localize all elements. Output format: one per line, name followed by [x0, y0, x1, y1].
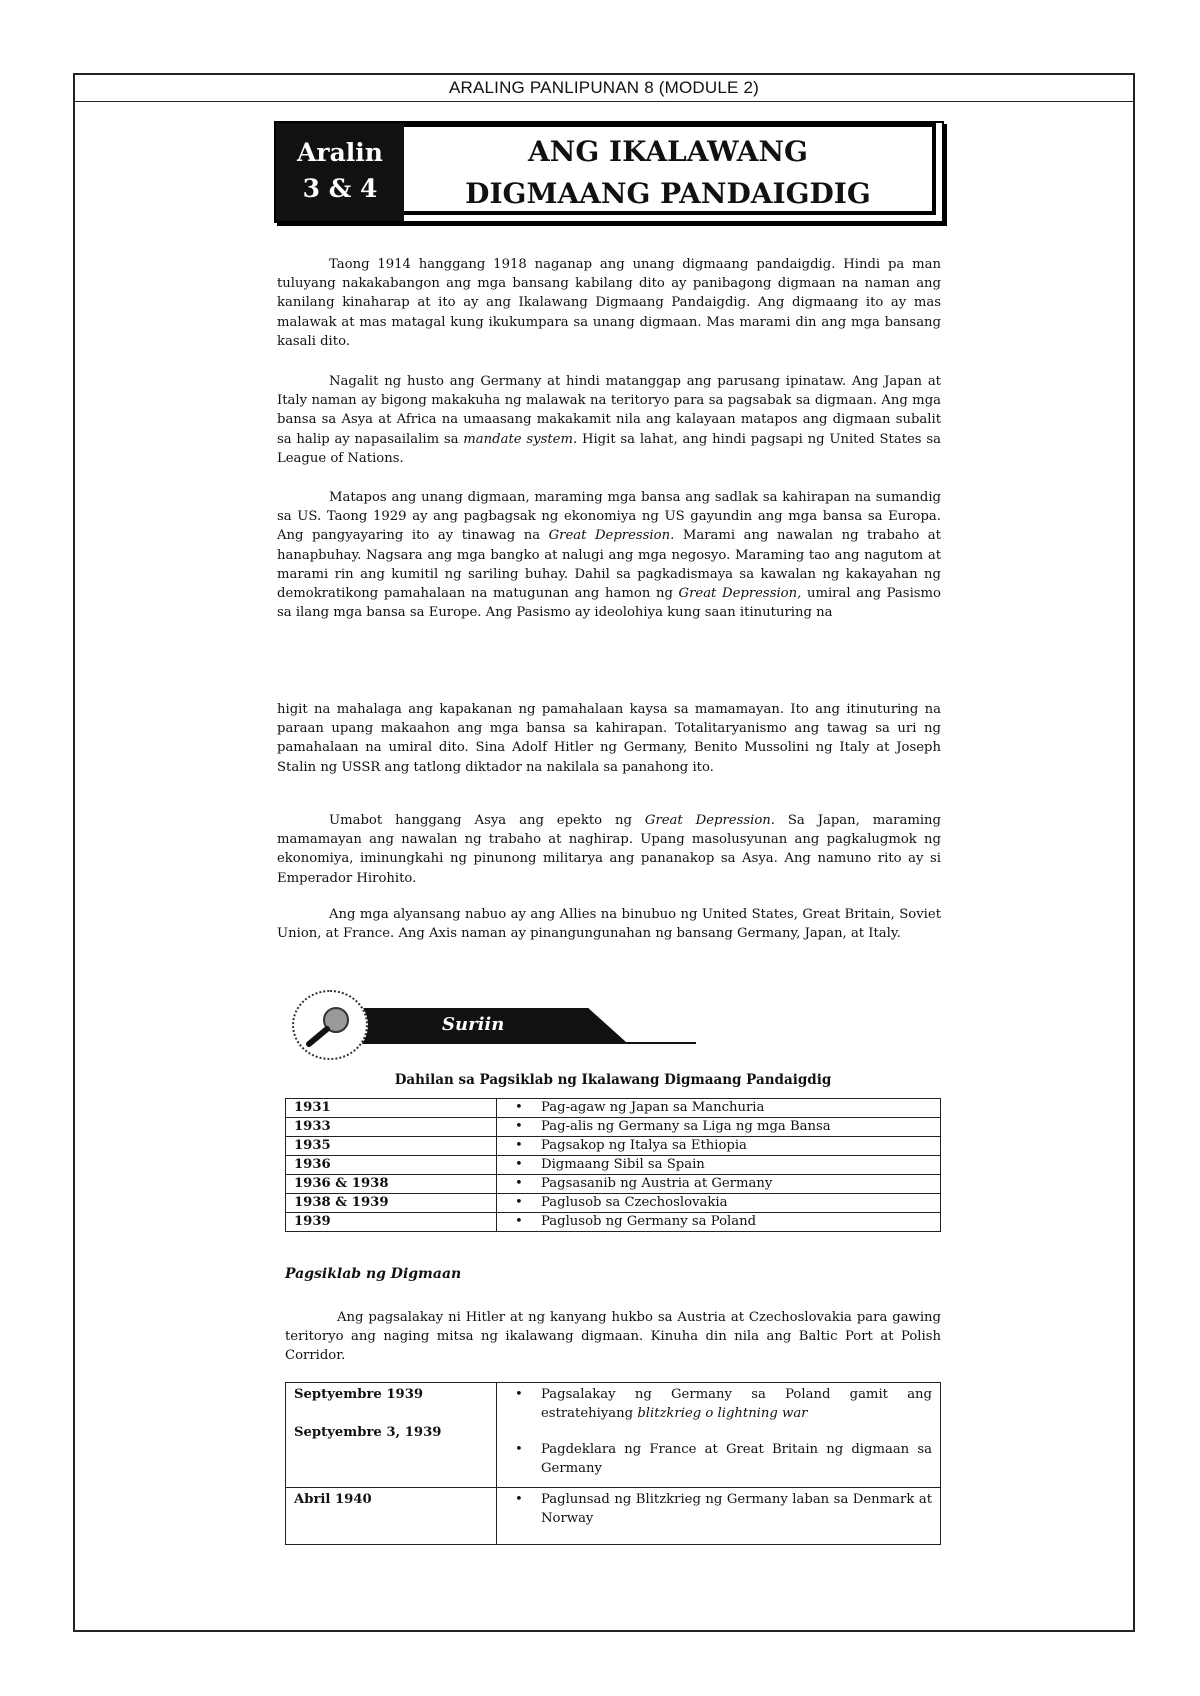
- bullet: •: [515, 1138, 523, 1153]
- lesson-title-box: [274, 121, 944, 223]
- table-row: [286, 1099, 941, 1118]
- suriin-label: Suriin: [442, 1014, 505, 1035]
- causes-table: [285, 1098, 941, 1232]
- year-cell: 1938 & 1939: [286, 1194, 497, 1213]
- outbreak-heading: Pagsiklab ng Digmaan: [285, 1266, 462, 1282]
- lesson-title-line2: DIGMAANG PANDAIGDIG: [465, 177, 871, 210]
- aralin-badge: [276, 123, 404, 221]
- table-row: [286, 1488, 941, 1545]
- date-cell: Septyembre 1939 Septyembre 3, 1939: [286, 1383, 497, 1488]
- year-cell: 1939: [286, 1213, 497, 1232]
- year-cell: 1931: [286, 1099, 497, 1118]
- lesson-title-line1: ANG IKALAWANG: [528, 135, 808, 168]
- event-cell: • Digmaang Sibil sa Spain: [497, 1156, 941, 1175]
- paragraph-outbreak: Ang pagsalakay ni Hitler at ng kanyang hukbo sa Austria at Czechoslovakia para gawing teritoryo ang naging mitsa ng ikalawang digmaan. Kinuha din nila ang Baltic Port at Polish Corridor.: [285, 1310, 941, 1364]
- paragraph-germany: Nagalit ng husto ang Germany at hindi matanggap ang parusang ipinataw. Ang Japan at Italy naman ay bigong makakuha ng malawak na teritoryo para sa pagsabak sa digmaan. Ang mga bansa sa Asya at Africa na umaasang makakamit nila ang kalayaan matapos ang digmaan subalit sa halip ay napasailalim sa mandate system. Higit sa lahat, ang hindi pagsapi ng United States sa League of Nations.: [277, 374, 941, 466]
- event-cell: • Paglusob sa Czechoslovakia: [497, 1194, 941, 1213]
- bullet: •: [515, 1100, 523, 1115]
- suriin-underline: [356, 1042, 696, 1044]
- bullet: •: [515, 1195, 523, 1210]
- paragraph-alliances: Ang mga alyansang nabuo ay ang Allies na binubuo ng United States, Great Britain, Soviet Union, at France. Ang Axis naman ay pinangungunahan ng bansang Germany, Japan, at Italy.: [277, 907, 941, 942]
- event-cell: • Pagsasanib ng Austria at Germany: [497, 1175, 941, 1194]
- event-cell: • Pag-alis ng Germany sa Liga ng mga Bansa: [497, 1118, 941, 1137]
- bullet: •: [515, 1157, 523, 1172]
- table-row: [286, 1194, 941, 1213]
- module-header: ARALING PANLIPUNAN 8 (MODULE 2): [75, 75, 1133, 102]
- aralin-label: Aralin: [297, 138, 383, 167]
- paragraph-totalitarianism: higit na mahalaga ang kapakanan ng pamahalaan kaysa sa mamamayan. Ito ang itinuturing na paraan upang makaahon ang mga bansa sa kahirapan. Totalitaryanismo ang tawag sa uri ng pamahalaan na umiral dito. Sina Adolf Hitler ng Germany, Benito Mussolini ng Italy at Joseph Stalin ng USSR ang tatlong diktador na nakilala sa panahong ito.: [277, 702, 941, 775]
- outbreak-table: [285, 1382, 941, 1545]
- table-row: [286, 1137, 941, 1156]
- bullet: •: [515, 1442, 523, 1457]
- table-row: [286, 1118, 941, 1137]
- event-cell: • Pag-agaw ng Japan sa Manchuria: [497, 1099, 941, 1118]
- magnifier-badge: [292, 990, 368, 1060]
- table-row: [286, 1156, 941, 1175]
- table-row: [286, 1383, 941, 1488]
- suriin-banner: [292, 990, 712, 1060]
- year-cell: 1935: [286, 1137, 497, 1156]
- magnifying-glass-icon: [294, 992, 366, 1058]
- date-cell: Abril 1940: [286, 1488, 497, 1545]
- event-cell: • Paglusob ng Germany sa Poland: [497, 1213, 941, 1232]
- event-cell: • Pagsalakay ng Germany sa Poland gamit ang estratehiyang blitzkrieg o lightning war • Pagdeklara ng France at Great Britain ng digmaan sa Germany: [497, 1383, 941, 1488]
- bullet: •: [515, 1214, 523, 1229]
- causes-table-caption: Dahilan sa Pagsiklab ng Ikalawang Digmaang Pandaigdig: [394, 1072, 832, 1088]
- paragraph-depression: Matapos ang unang digmaan, maraming mga bansa ang sadlak sa kahirapan na sumandig sa US. Taong 1929 ay ang pagbagsak ng ekonomiya ng US gayundin ang mga bansa sa Europa. Ang pangyayaring ito ay tinawag na Great Depression. Marami ang nawalan ng trabaho at hanapbuhay. Nagsara ang mga bangko at nalugi ang mga negosyo. Maraming tao ang nagutom at marami rin ang kumitil ng sariling buhay. Dahil sa pagkadismaya sa kawalan ng kakayahan ng demokratikong pamahalaan na matugunan ang hamon ng Great Depression, umiral ang Pasismo sa ilang mga bansa sa Europe. Ang Pasismo ay ideolohiya kung saan itinuturing na: [277, 490, 941, 621]
- year-cell: 1936 & 1938: [286, 1175, 497, 1194]
- aralin-number: 3 & 4: [302, 174, 378, 203]
- table-row: [286, 1213, 941, 1232]
- bullet: •: [515, 1119, 523, 1134]
- paragraph-asia: Umabot hanggang Asya ang epekto ng Great Depression. Sa Japan, maraming mamamayan ang nawalan ng trabaho at naghirap. Upang masolusyunan ang pagkalugmok ng ekonomiya, iminungkahi ng pinunong militarya ang pananakop sa Asya. Ang namuno rito ay si Emperador Hirohito.: [277, 813, 941, 886]
- event-cell: • Paglunsad ng Blitzkrieg ng Germany laban sa Denmark at Norway: [497, 1488, 941, 1545]
- lesson-title: [404, 123, 936, 215]
- year-cell: 1933: [286, 1118, 497, 1137]
- table-row: [286, 1175, 941, 1194]
- year-cell: 1936: [286, 1156, 497, 1175]
- bullet: •: [515, 1492, 523, 1507]
- event-cell: • Pagsakop ng Italya sa Ethiopia: [497, 1137, 941, 1156]
- bullet: •: [515, 1387, 523, 1402]
- bullet: •: [515, 1176, 523, 1191]
- paragraph-intro: Taong 1914 hanggang 1918 naganap ang unang digmaang pandaigdig. Hindi pa man tuluyang nakakabangon ang mga bansang kabilang dito ay panibagong digmaan na naman ang kanilang kinaharap at ito ay ang Ikalawang Digmaang Pandaigdig. Ang digmaang ito ay mas malawak at mas matagal kung ikukumpara sa unang digmaan. Mas marami din ang mga bansang kasali dito.: [277, 257, 941, 349]
